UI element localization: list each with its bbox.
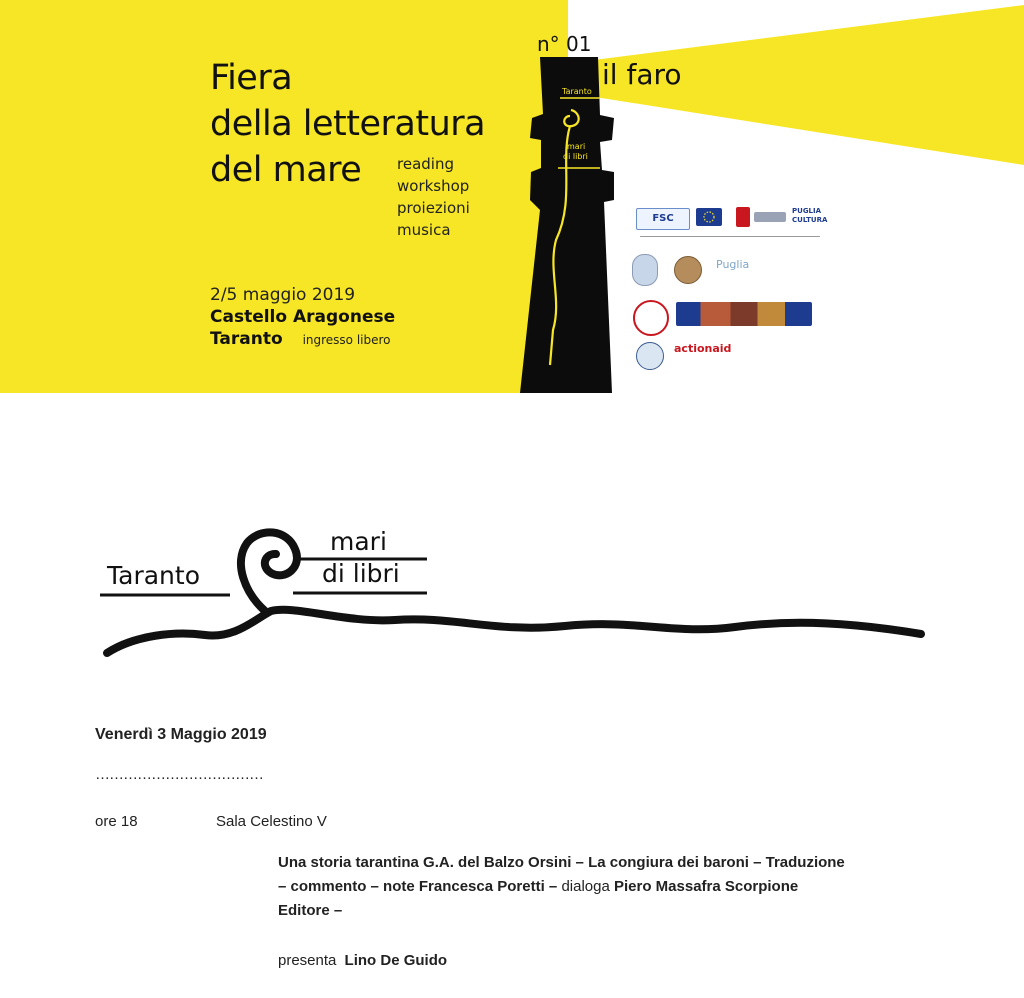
vitruvian-club-logo [633,300,669,336]
brand-mari: mari [330,527,387,556]
presenter-name: Lino De Guido [344,952,448,969]
description-part: Piero Massafra Scorpione [613,878,799,895]
presenter-line [278,952,447,969]
poster-activity: workshop [397,177,470,195]
tower-label-mari: mari [567,142,586,151]
brand-taranto: Taranto [107,561,200,590]
association-logo [636,342,664,370]
event-description-line: Editore – [278,902,343,919]
poster-title-line: della letteratura [210,104,486,144]
event-description-line: Una storia tarantina G.A. del Balzo Orsini – La congiura dei baroni – Traduzione [278,854,845,871]
poster-city: Taranto [210,329,283,349]
event-description-line [278,878,798,895]
sea-wave-icon [107,610,921,653]
logos-divider [640,236,820,237]
poster-faro: il faro [602,58,682,91]
eu-stars-icon [696,208,722,226]
city-crest-logo [632,254,658,286]
event-poster [0,0,1024,393]
event-time: ore 18 [95,813,138,830]
tower-label-di-libri: di libri [563,152,588,161]
poster-activity: reading [397,155,454,173]
eu-flag-logo [696,208,722,226]
separator-dots: ……………………………… [95,766,263,783]
regione-puglia-logo-text [754,212,786,222]
tower-label-taranto: Taranto [562,87,592,96]
fsc-logo: FSC [636,208,690,230]
brand-di-libri: di libri [322,559,400,588]
poster-entry: ingresso libero [302,333,391,347]
puglia-cultura-logo: PUGLIA CULTURA [792,207,828,224]
event-hall: Sala Celestino V [216,813,327,830]
school-banner-logo [676,302,812,326]
event-document [0,393,1024,998]
poster-venue: Castello Aragonese [210,307,396,327]
description-part: – commento – note Francesca Poretti – [278,878,562,895]
poster-city-line [210,329,391,349]
seal-logo [674,256,702,284]
poster-dates: 2/5 maggio 2019 [210,285,356,305]
poster-activity: musica [397,221,451,239]
poster-title-line: del mare [210,150,362,190]
presenter-label: presenta [278,952,337,969]
mari-di-libri-logo [95,523,935,663]
description-part: dialoga [561,878,614,895]
puglia-tourism-logo: Puglia [716,258,750,271]
poster-title-line: Fiera [210,58,293,98]
actionaid-logo: actionaid [674,342,732,355]
regione-puglia-crest [736,207,750,227]
wave-spiral-icon [241,532,297,611]
poster-activity: proiezioni [397,199,470,217]
poster-number: n° 01 [537,32,592,56]
event-date: Venerdì 3 Maggio 2019 [95,726,267,743]
poster-background [0,0,1024,393]
